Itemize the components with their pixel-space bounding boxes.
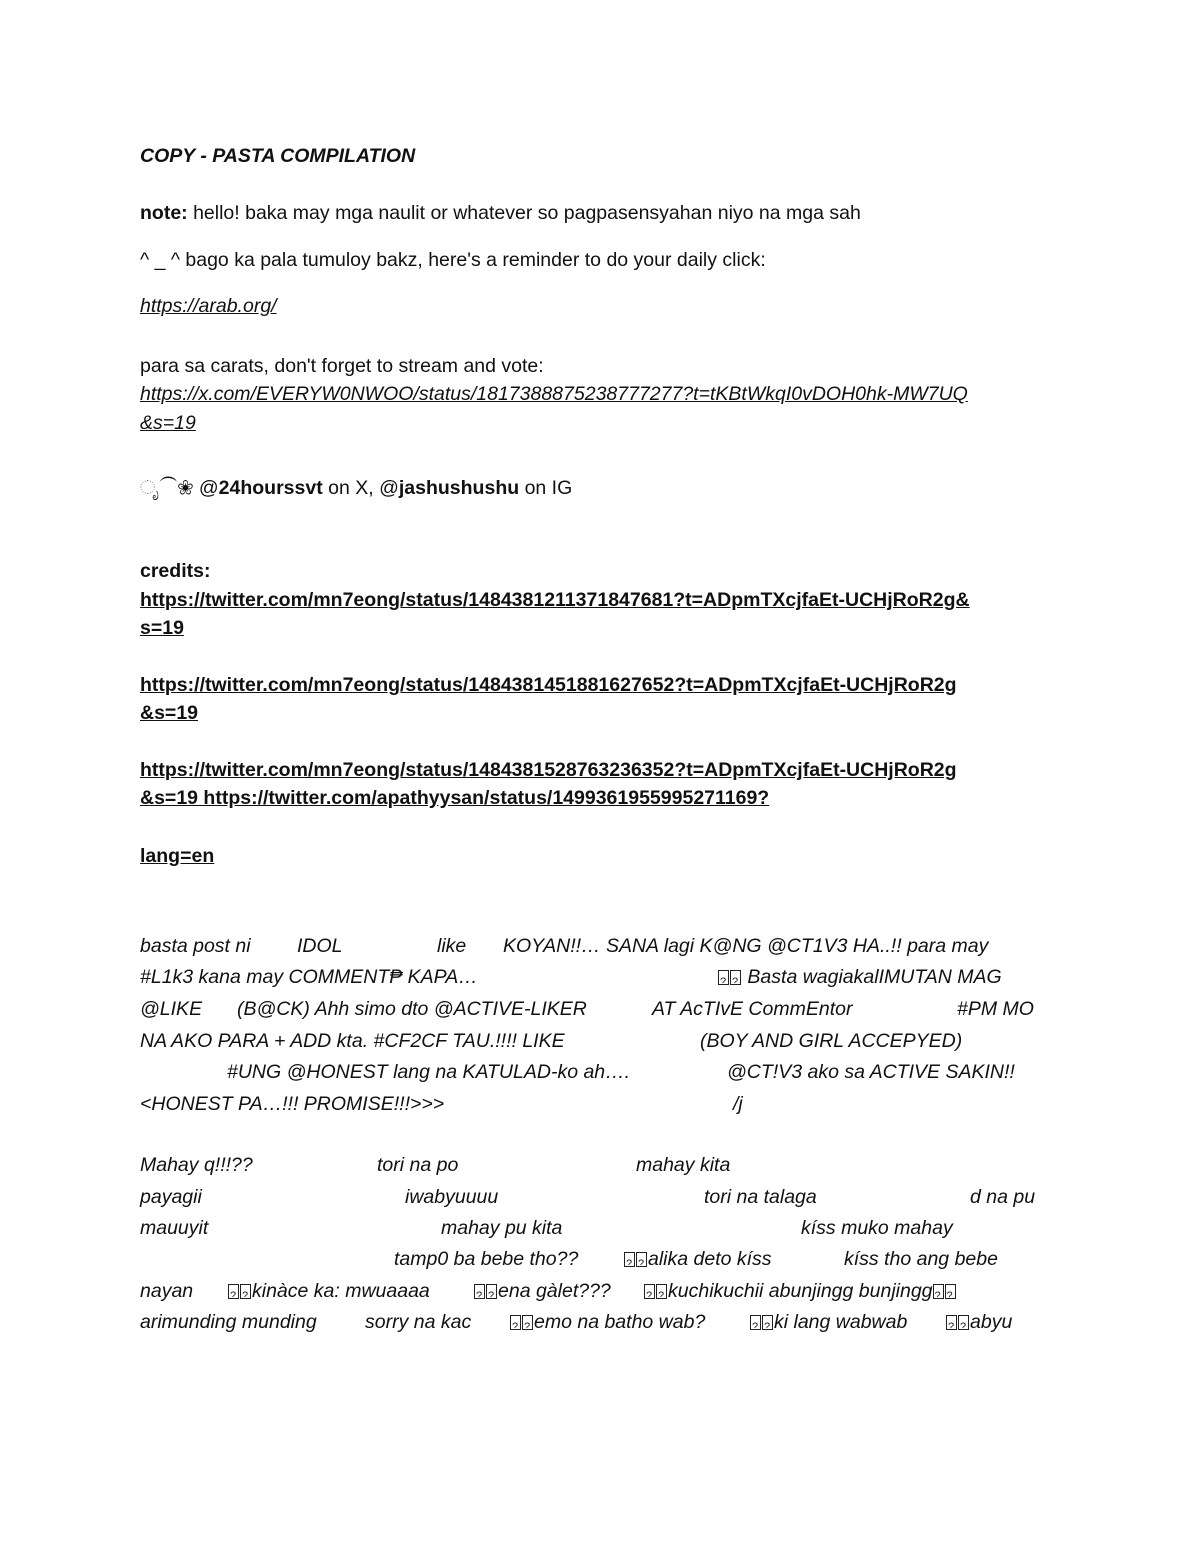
pasta1-text: (B@CK) Ahh simo dto @ACTIVE-LIKER — [237, 998, 587, 1020]
x-link-cont[interactable]: &s=19 — [140, 412, 196, 434]
missing-glyph-icon — [474, 1284, 485, 1299]
pasta1-text: #UNG @HONEST lang na KATULAD-ko ah…. — [227, 1061, 631, 1083]
missing-glyph-icon — [522, 1315, 533, 1330]
missing-glyph-icon — [762, 1315, 773, 1330]
pasta1-text: NA AKO PARA + ADD kta. #CF2CF TAU.!!!! LIKE — [140, 1030, 565, 1052]
pasta2-text: kinàce ka: mwuaaaa — [252, 1280, 430, 1302]
pasta1-text: <HONEST PA…!!! PROMISE!!!>>> — [140, 1093, 445, 1115]
pasta1-text: #PM MO — [957, 998, 1034, 1020]
credit-link-1[interactable]: https://twitter.com/mn7eong/status/1484381211371847681?t=ADpmTXcjfaEt-UCHjRoR2g& — [140, 589, 970, 611]
page-title: COPY - PASTA COMPILATION — [140, 145, 416, 167]
missing-glyph-icon — [958, 1315, 969, 1330]
pasta1-text: /j — [733, 1093, 743, 1115]
pasta2-text: mauuyit — [140, 1217, 209, 1239]
pasta2-text: d na pu — [970, 1186, 1036, 1208]
x-link[interactable]: https://x.com/EVERYW0NWOO/status/1817388875238777277?t=tKBtWkqI0vDOH0hk-MW7UQ — [140, 383, 968, 405]
pasta1-emoji-text — [718, 963, 1002, 991]
lang-link[interactable]: lang=en — [140, 845, 215, 867]
missing-glyph-icon — [486, 1284, 497, 1299]
pasta1-text: Basta wagiakalIMUTAN MAG — [747, 966, 1002, 988]
pasta2-text: nayan — [140, 1280, 194, 1302]
pasta1-text: AT AcTIvE CommEntor — [652, 998, 853, 1020]
missing-glyph-icon — [510, 1315, 521, 1330]
x-handle: 24hourssvt — [218, 477, 323, 499]
handles-line — [140, 474, 572, 502]
missing-glyph-icon — [946, 1315, 957, 1330]
credit-link-3-cont[interactable]: &s=19 https://twitter.com/apathyysan/status/1499361955995271169? — [140, 787, 770, 809]
pasta2-text: tori na po — [377, 1154, 459, 1176]
credit-link-1-cont[interactable]: s=19 — [140, 617, 184, 639]
missing-glyph-icon — [228, 1284, 239, 1299]
arab-link[interactable]: https://arab.org/ — [140, 295, 277, 317]
missing-glyph-icon — [656, 1284, 667, 1299]
note-text: hello! baka may mga naulit or whatever so pagpasensyahan niyo na mga sah — [187, 202, 861, 224]
missing-glyph-icon — [636, 1252, 647, 1267]
note-label: note: — [140, 202, 188, 224]
pasta1-text: IDOL — [297, 935, 343, 957]
missing-glyph-icon — [240, 1284, 251, 1299]
pasta2-emoji-text — [510, 1308, 705, 1336]
missing-glyph-icon — [933, 1284, 944, 1299]
handle-mid: on X, @ — [322, 477, 399, 499]
missing-glyph-icon — [945, 1284, 956, 1299]
pasta2-emoji-text — [750, 1308, 907, 1336]
credits-label: credits: — [140, 560, 211, 582]
pasta2-emoji-text — [946, 1308, 1012, 1336]
ig-handle: jashushushu — [398, 477, 520, 499]
pasta2-text: ki lang wabwab — [774, 1311, 908, 1333]
pasta2-text: iwabyuuuu — [405, 1186, 499, 1208]
pasta2-text: kuchikuchii abunjingg bunjingg — [668, 1280, 933, 1302]
pasta2-emoji-text — [644, 1277, 957, 1305]
pasta2-text: Mahay q!!!?? — [140, 1154, 253, 1176]
reminder-text: ^ _ ^ bago ka pala tumuloy bakz, here's a reminder to do your daily click: — [140, 249, 766, 271]
pasta2-text: mahay kita — [636, 1154, 731, 1176]
missing-glyph-icon — [644, 1284, 655, 1299]
pasta2-text: sorry na kac — [365, 1311, 472, 1333]
pasta2-emoji-text — [474, 1277, 611, 1305]
decor-prefix: ೃ⁀❀ @ — [140, 477, 219, 499]
missing-glyph-icon — [718, 970, 729, 985]
pasta2-text: arimunding munding — [140, 1311, 317, 1333]
pasta2-text: payagii — [140, 1186, 202, 1208]
carats-text: para sa carats, don't forget to stream and vote: — [140, 355, 544, 377]
pasta2-text: abyu — [970, 1311, 1013, 1333]
pasta1-text: (BOY AND GIRL ACCEPYED) — [700, 1030, 963, 1052]
pasta1-text: #L1k3 kana may COMMENT₱ KAPA… — [140, 966, 478, 988]
pasta2-text: emo na batho wab? — [534, 1311, 706, 1333]
credit-link-2-cont[interactable]: &s=19 — [140, 702, 199, 724]
pasta2-text: ena gàlet??? — [498, 1280, 611, 1302]
pasta1-text: @CT!V3 ako sa ACTIVE SAKIN!! — [727, 1061, 1015, 1083]
credit-link-3[interactable]: https://twitter.com/mn7eong/status/1484381528763236352?t=ADpmTXcjfaEt-UCHjRoR2g — [140, 759, 957, 781]
pasta2-text: alika deto kíss — [648, 1248, 772, 1270]
pasta1-text: like — [437, 935, 467, 957]
missing-glyph-icon — [750, 1315, 761, 1330]
note-line — [140, 199, 861, 227]
pasta1-text: KOYAN!!… SANA lagi K@NG @CT1V3 HA..!! para may — [503, 935, 989, 957]
pasta2-emoji-text — [228, 1277, 430, 1305]
handle-suffix: on IG — [519, 477, 573, 499]
pasta2-text: tamp0 ba bebe tho?? — [394, 1248, 579, 1270]
pasta1-text: @LIKE — [140, 998, 203, 1020]
missing-glyph-icon — [730, 970, 741, 985]
pasta1-text: basta post ni — [140, 935, 251, 957]
pasta2-text: kíss tho ang bebe — [844, 1248, 998, 1270]
missing-glyph-icon — [624, 1252, 635, 1267]
pasta2-emoji-text — [624, 1245, 772, 1273]
pasta2-text: mahay pu kita — [441, 1217, 563, 1239]
pasta2-text: kíss muko mahay — [801, 1217, 953, 1239]
credit-link-2[interactable]: https://twitter.com/mn7eong/status/1484381451881627652?t=ADpmTXcjfaEt-UCHjRoR2g — [140, 674, 957, 696]
pasta2-text: tori na talaga — [704, 1186, 817, 1208]
